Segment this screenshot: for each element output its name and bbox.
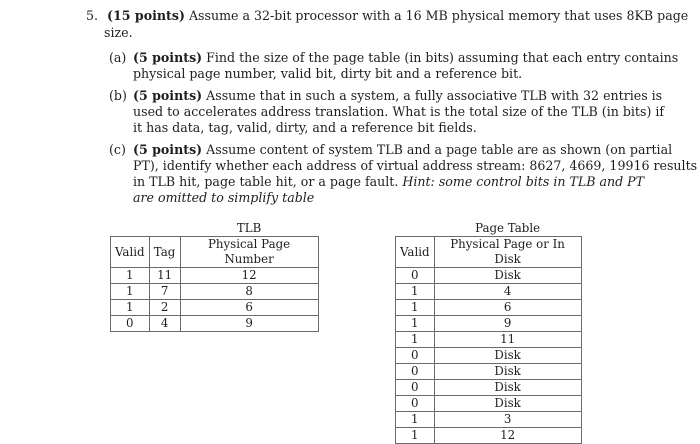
table-row — [396, 380, 582, 396]
tlb-caption-row — [111, 221, 319, 237]
pt-cell-valid: 1 — [396, 300, 435, 316]
part-a-line2: physical page number, valid bit, dirty bit and a reference bit. — [133, 66, 523, 81]
tlb-header-ppn: Physical Page Number — [180, 237, 318, 268]
page-table-header-valid: Valid — [396, 237, 435, 268]
tlb-header-tag: Tag — [149, 237, 180, 268]
part-c-points: (5 points) — [133, 142, 203, 157]
table-row — [396, 284, 582, 300]
tlb-cell-tag: 2 — [149, 300, 180, 316]
part-c-label: (c) — [109, 142, 126, 157]
pt-cell-valid: 0 — [396, 364, 435, 380]
part-a-points: (5 points) — [133, 50, 203, 65]
part-a-label: (a) — [109, 50, 127, 65]
page-table — [395, 221, 582, 444]
pt-cell-valid: 1 — [396, 428, 435, 444]
part-c — [109, 142, 698, 206]
page-table-header-row — [396, 237, 582, 268]
tlb-cell-valid: 1 — [111, 284, 150, 300]
table-row — [396, 300, 582, 316]
pt-cell-location: 11 — [434, 332, 581, 348]
pt-cell-location: Disk — [434, 380, 581, 396]
pt-cell-location: Disk — [434, 364, 581, 380]
pt-cell-location: 6 — [434, 300, 581, 316]
part-c-hint-line2: are omitted to simplify table — [133, 190, 315, 205]
pt-cell-valid: 1 — [396, 412, 435, 428]
table-row — [111, 284, 319, 300]
pt-cell-valid: 0 — [396, 268, 435, 284]
question-header — [86, 8, 688, 24]
part-b-line2: used to accelerates address translation. What is the total size of the TLB (in bits) if — [133, 104, 665, 119]
pt-cell-location: Disk — [434, 268, 581, 284]
question-text-line1: Assume a 32-bit processor with a 16 MB physical memory that uses 8KB page — [188, 8, 689, 23]
tlb-cell-tag: 4 — [149, 316, 180, 332]
question-points: (15 points) — [107, 8, 185, 23]
pt-cell-valid: 0 — [396, 380, 435, 396]
tlb-header-row — [111, 237, 319, 268]
pt-cell-location: Disk — [434, 396, 581, 412]
page-table-caption: Page Table — [434, 221, 581, 237]
table-row — [396, 428, 582, 444]
pt-cell-valid: 1 — [396, 284, 435, 300]
tlb-caption: TLB — [180, 221, 318, 237]
part-c-line2: PT), identify whether each address of virtual address stream: 8627, 4669, 19916 results — [133, 158, 698, 173]
pt-cell-location: 3 — [434, 412, 581, 428]
tlb-header-valid: Valid — [111, 237, 150, 268]
pt-cell-location: 12 — [434, 428, 581, 444]
part-c-line3: in TLB hit, page table hit, or a page fault. — [133, 174, 399, 189]
part-b-line3: it has data, tag, valid, dirty, and a reference bit fields. — [133, 120, 477, 135]
part-b — [109, 88, 665, 136]
pt-cell-valid: 0 — [396, 348, 435, 364]
table-row — [396, 364, 582, 380]
question-text-line2: size. — [104, 25, 133, 40]
part-b-line1: Assume that in such a system, a fully associative TLB with 32 entries is — [206, 88, 663, 103]
page-table-header-location: Physical Page or In Disk — [434, 237, 581, 268]
table-row — [111, 300, 319, 316]
pt-cell-location: 4 — [434, 284, 581, 300]
tlb-cell-tag: 11 — [149, 268, 180, 284]
pt-cell-valid: 0 — [396, 396, 435, 412]
table-row — [396, 396, 582, 412]
tlb-cell-ppn: 6 — [180, 300, 318, 316]
pt-cell-valid: 1 — [396, 316, 435, 332]
tlb-cell-ppn: 12 — [180, 268, 318, 284]
part-c-hint-line1: some control bits in TLB and PT — [438, 174, 645, 189]
pt-cell-location: Disk — [434, 348, 581, 364]
part-b-label: (b) — [109, 88, 127, 103]
part-b-points: (5 points) — [133, 88, 203, 103]
table-row — [396, 268, 582, 284]
table-row — [111, 316, 319, 332]
table-row — [396, 348, 582, 364]
tlb-cell-valid: 0 — [111, 316, 150, 332]
table-row — [396, 332, 582, 348]
part-c-hint-label: Hint: — [402, 174, 435, 189]
table-row — [111, 268, 319, 284]
page-table-caption-row — [396, 221, 582, 237]
pt-cell-valid: 1 — [396, 332, 435, 348]
tlb-cell-tag: 7 — [149, 284, 180, 300]
tlb-cell-valid: 1 — [111, 268, 150, 284]
part-a-line1: Find the size of the page table (in bits) assuming that each entry contains — [206, 50, 679, 65]
tlb-cell-ppn: 9 — [180, 316, 318, 332]
tlb-cell-ppn: 8 — [180, 284, 318, 300]
pt-cell-location: 9 — [434, 316, 581, 332]
table-row — [396, 316, 582, 332]
table-row — [396, 412, 582, 428]
question-number: 5. — [86, 8, 99, 23]
part-a — [109, 50, 679, 82]
tlb-table — [110, 221, 319, 332]
tlb-cell-valid: 1 — [111, 300, 150, 316]
part-c-line1: Assume content of system TLB and a page table are as shown (on partial — [206, 142, 673, 157]
